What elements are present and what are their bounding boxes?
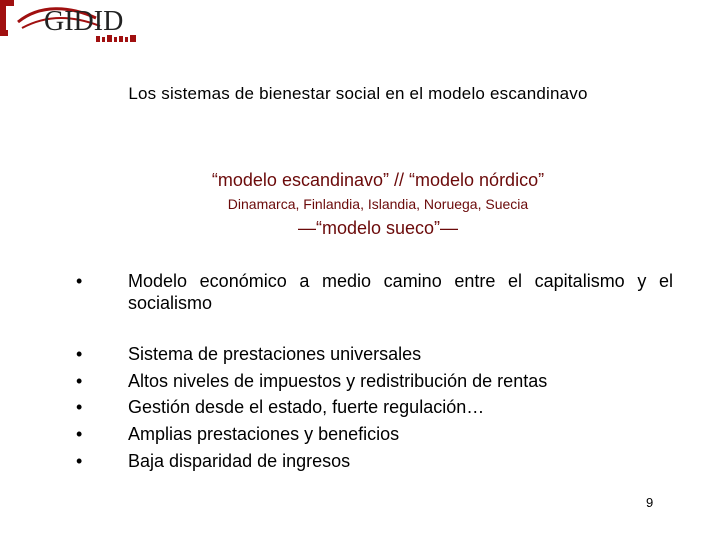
- bullet-marker: •: [76, 451, 83, 471]
- bullet-item-broad-benefits: Amplias prestaciones y beneficios: [128, 424, 400, 444]
- subtitle-model-names: “modelo escandinavo” // “modelo nórdico”: [211, 170, 545, 190]
- bullet-item-economic-model: Modelo económico a medio camino entre el capitalismo y el socialismo: [128, 271, 673, 313]
- page-number: 9: [646, 495, 654, 510]
- logo-text: GIDID: [44, 6, 124, 37]
- bullet-item-income-disparity: Baja disparidad de ingresos: [128, 451, 351, 471]
- bullet-marker: •: [76, 344, 83, 364]
- subtitle-countries: Dinamarca, Finlandia, Islandia, Noruega, Suecia: [227, 196, 529, 212]
- bullet-item-state-management: Gestión desde el estado, fuerte regulación…: [128, 397, 485, 417]
- bullet-item-taxes: Altos niveles de impuestos y redistribución de rentas: [128, 371, 548, 391]
- bullet-item-universal-benefits: Sistema de prestaciones universales: [128, 344, 422, 364]
- subtitle-swedish-model: —“modelo sueco”—: [297, 218, 459, 238]
- bullet-marker: •: [76, 271, 83, 291]
- bullet-marker: •: [76, 424, 83, 444]
- gidid-logo-icon: [0, 0, 142, 48]
- bullet-marker: •: [76, 371, 83, 391]
- bullet-marker: •: [76, 397, 83, 417]
- page-title: Los sistemas de bienestar social en el modelo escandinavo: [128, 84, 588, 103]
- gidid-logo: [0, 0, 142, 48]
